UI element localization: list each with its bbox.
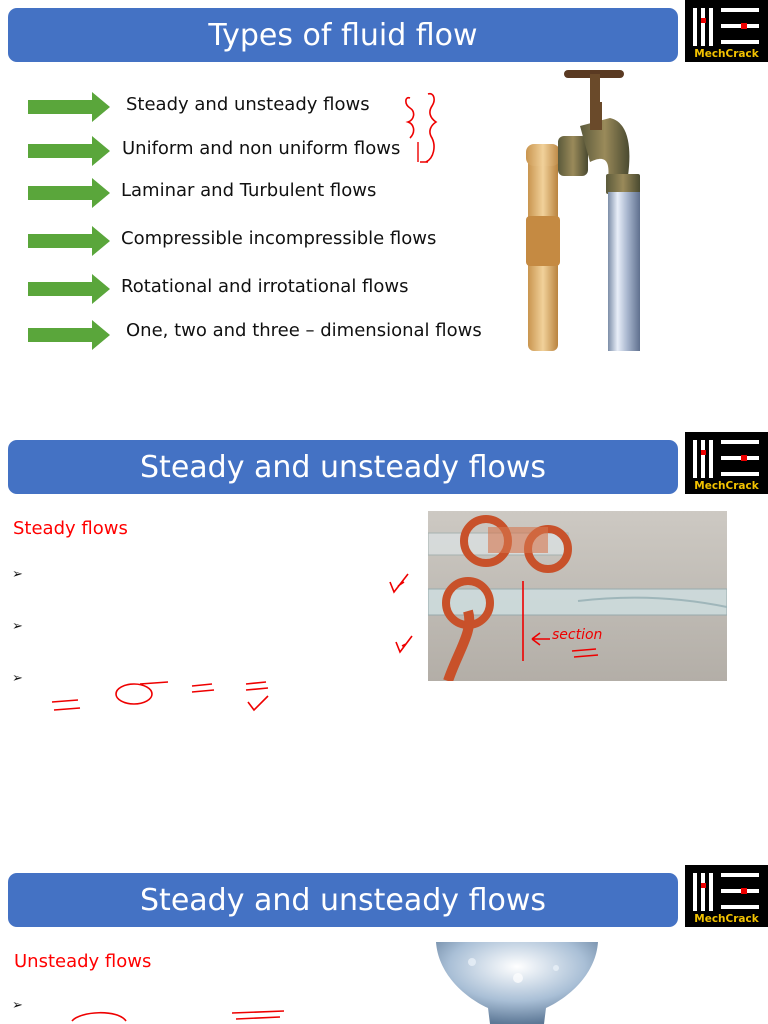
flow-type-label: Rotational and irrotational flows bbox=[121, 276, 409, 297]
slide-unsteady-flows bbox=[0, 865, 768, 1024]
slide-title: Types of fluid flow bbox=[8, 8, 678, 62]
slide-types-of-fluid-flow bbox=[0, 0, 768, 360]
subheading: Steady flows bbox=[13, 518, 128, 539]
slide-title: Steady and unsteady flows bbox=[8, 440, 678, 494]
water-faucet-image bbox=[520, 66, 650, 351]
bullet-marker: ➢ bbox=[12, 566, 23, 581]
bullet-marker: ➢ bbox=[12, 670, 23, 685]
flow-type-label: Uniform and non uniform flows bbox=[122, 138, 401, 159]
section-annotation: section bbox=[552, 627, 603, 643]
logo-text: MechCrack bbox=[694, 480, 759, 492]
slide-title: Steady and unsteady flows bbox=[8, 873, 678, 927]
bullet-marker: ➢ bbox=[12, 997, 23, 1012]
flow-type-label: Compressible incompressible flows bbox=[121, 228, 437, 249]
flow-type-label: Laminar and Turbulent flows bbox=[121, 180, 377, 201]
handwritten-annotations bbox=[0, 865, 768, 1024]
logo-text: MechCrack bbox=[694, 48, 759, 60]
water-bottle-image bbox=[432, 942, 602, 1024]
logo-text: MechCrack bbox=[694, 913, 759, 925]
flow-type-label: One, two and three – dimensional flows bbox=[126, 320, 482, 341]
slide-steady-flows bbox=[0, 432, 768, 792]
flow-tube-image bbox=[428, 511, 727, 681]
flow-type-label: Steady and unsteady flows bbox=[126, 94, 370, 115]
handwritten-brace-annotation bbox=[0, 0, 768, 360]
tube-drawing bbox=[428, 511, 727, 681]
bullet-marker: ➢ bbox=[12, 618, 23, 633]
subheading: Unsteady flows bbox=[14, 951, 152, 972]
